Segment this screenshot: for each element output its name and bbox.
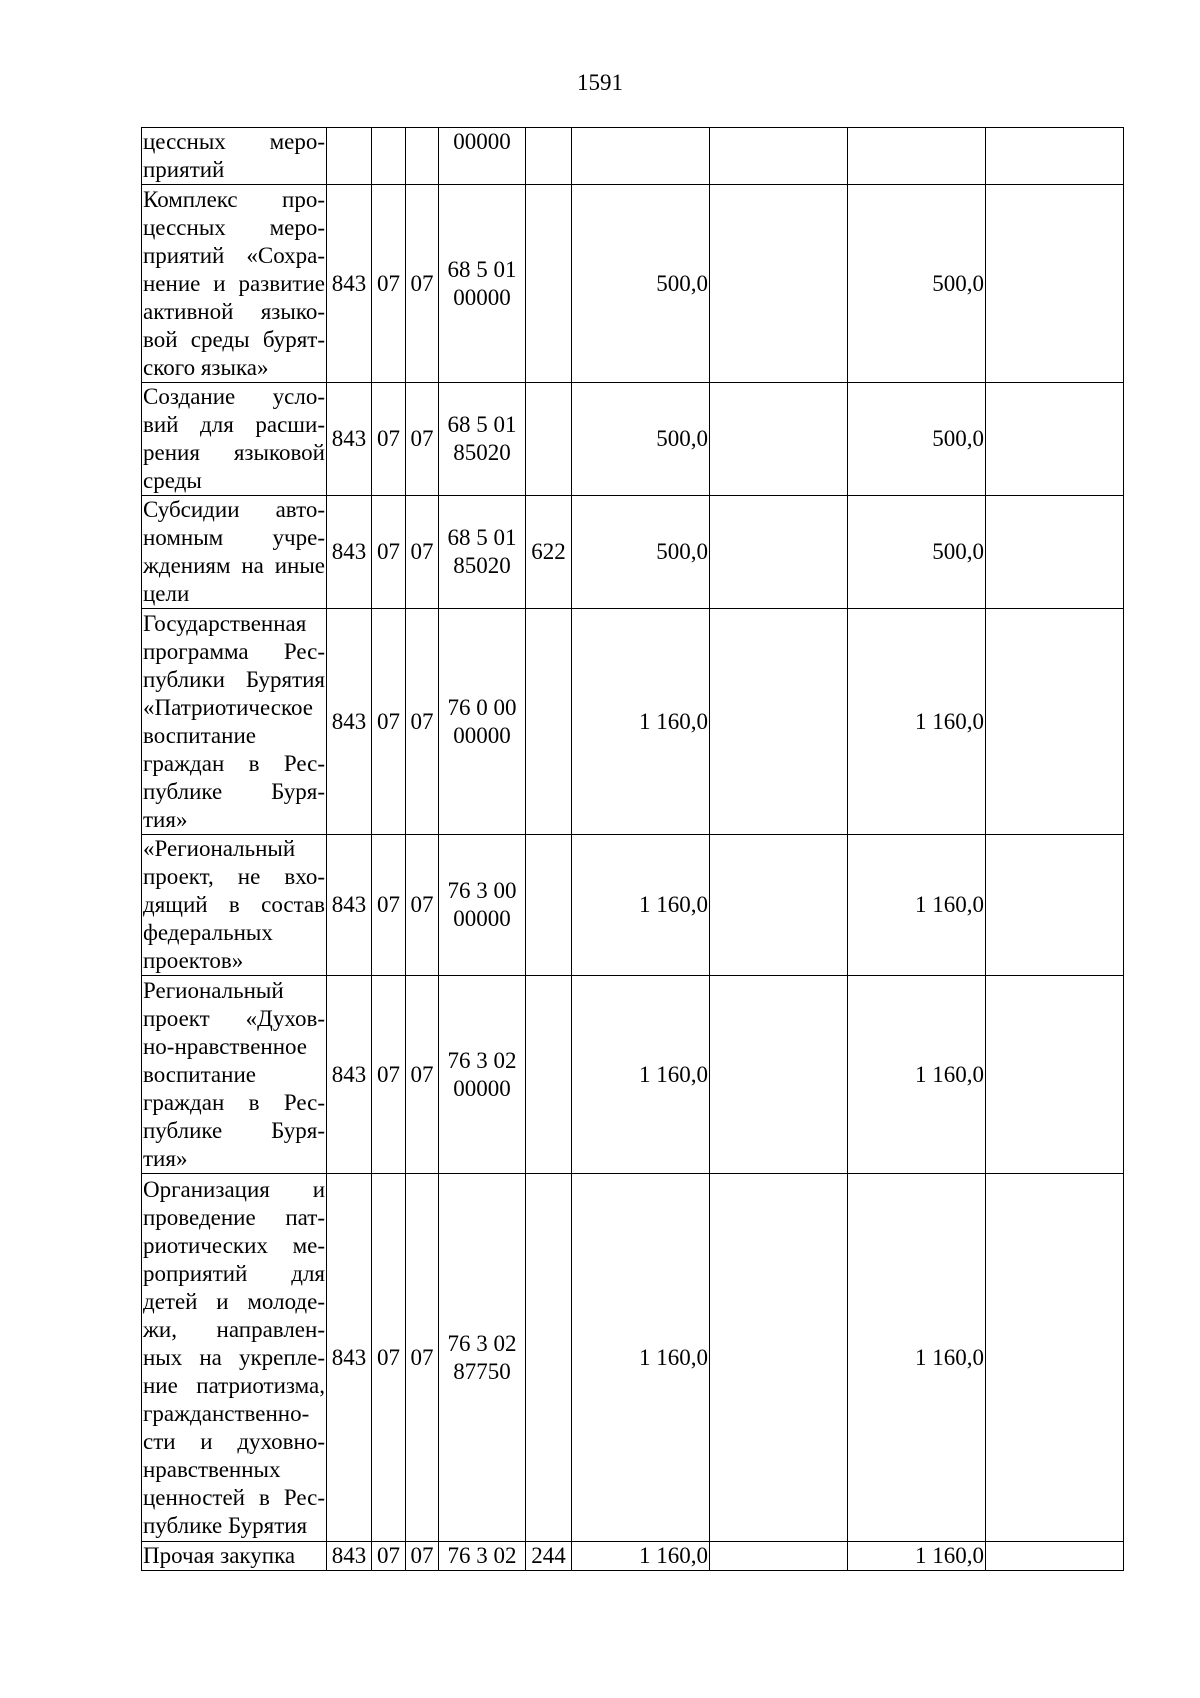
expense-type-code: 244 [526, 1542, 572, 1571]
amount-1: 1 160,0 [572, 976, 710, 1174]
ved-code [327, 128, 372, 185]
table-row [142, 383, 1124, 496]
section-code [372, 128, 406, 185]
row-name: цессных меро-приятий [142, 128, 327, 185]
ved-code: 843 [327, 1174, 372, 1542]
section-code: 07 [372, 1174, 406, 1542]
target-article-code: 76 0 00 00000 [439, 609, 526, 835]
expense-type-code [526, 185, 572, 383]
table-row [142, 1542, 1124, 1571]
amount-3: 1 160,0 [848, 1542, 986, 1571]
target-article-code: 76 3 02 87750 [439, 1174, 526, 1542]
section-code: 07 [372, 185, 406, 383]
amount-4 [986, 976, 1124, 1174]
amount-4 [986, 185, 1124, 383]
subsection-code: 07 [406, 383, 439, 496]
table-row [142, 976, 1124, 1174]
section-code: 07 [372, 496, 406, 609]
amount-4 [986, 1174, 1124, 1542]
amount-1: 500,0 [572, 496, 710, 609]
amount-3 [848, 128, 986, 185]
amount-1: 1 160,0 [572, 835, 710, 976]
row-name: Комплекс про-цессных меро-приятий «Сохра-нение и развитие активной языко-вой среды бурят-ского языка» [142, 185, 327, 383]
amount-1: 1 160,0 [572, 609, 710, 835]
row-name: Региональный проект «Духов-но-нравственное воспитание граждан в Рес-публике Буря-тия» [142, 976, 327, 1174]
amount-2 [710, 128, 848, 185]
target-article-code: 68 5 01 00000 [439, 185, 526, 383]
table-row [142, 1174, 1124, 1542]
row-name: Организация и проведение пат-риотических ме-роприятий для детей и молоде-жи, направлен-ных на укрепле-ние патриотизма, гражданственно-сти и духовно-нравственных ценностей в Рес-публике Бурятия [142, 1174, 327, 1542]
ved-code: 843 [327, 496, 372, 609]
subsection-code: 07 [406, 1542, 439, 1571]
row-name: Государственная программа Рес-публики Бурятия «Патриотическое воспитание граждан в Рес-публике Буря-тия» [142, 609, 327, 835]
target-article-code: 76 3 00 00000 [439, 835, 526, 976]
amount-2 [710, 383, 848, 496]
amount-2 [710, 1542, 848, 1571]
section-code: 07 [372, 383, 406, 496]
table-row [142, 128, 1124, 185]
section-code: 07 [372, 609, 406, 835]
row-name: Прочая закупка [142, 1542, 327, 1571]
expense-type-code [526, 128, 572, 185]
subsection-code: 07 [406, 185, 439, 383]
amount-1: 500,0 [572, 185, 710, 383]
row-name: Субсидии авто-номным учре-ждениям на иные цели [142, 496, 327, 609]
section-code: 07 [372, 1542, 406, 1571]
amount-1 [572, 128, 710, 185]
subsection-code: 07 [406, 1174, 439, 1542]
expense-type-code [526, 835, 572, 976]
amount-2 [710, 609, 848, 835]
amount-2 [710, 496, 848, 609]
ved-code: 843 [327, 835, 372, 976]
amount-3: 500,0 [848, 496, 986, 609]
amount-1: 1 160,0 [572, 1174, 710, 1542]
target-article-code: 68 5 01 85020 [439, 383, 526, 496]
subsection-code: 07 [406, 976, 439, 1174]
amount-4 [986, 128, 1124, 185]
ved-code: 843 [327, 383, 372, 496]
subsection-code: 07 [406, 496, 439, 609]
expense-type-code [526, 383, 572, 496]
amount-1: 500,0 [572, 383, 710, 496]
amount-3: 1 160,0 [848, 835, 986, 976]
amount-3: 1 160,0 [848, 1174, 986, 1542]
ved-code: 843 [327, 1542, 372, 1571]
section-code: 07 [372, 835, 406, 976]
table-row [142, 835, 1124, 976]
subsection-code [406, 128, 439, 185]
amount-2 [710, 835, 848, 976]
amount-3: 500,0 [848, 383, 986, 496]
row-name: «Региональный проект, не вхо-дящий в состав федеральных проектов» [142, 835, 327, 976]
section-code: 07 [372, 976, 406, 1174]
target-article-code: 76 3 02 00000 [439, 976, 526, 1174]
page-number: 1591 [577, 70, 623, 95]
ved-code: 843 [327, 609, 372, 835]
target-article-code: 76 3 02 [439, 1542, 526, 1571]
amount-3: 1 160,0 [848, 976, 986, 1174]
target-article-code: 68 5 01 85020 [439, 496, 526, 609]
expense-type-code: 622 [526, 496, 572, 609]
amount-3: 1 160,0 [848, 609, 986, 835]
target-article-code: 00000 [439, 128, 526, 185]
amount-2 [710, 976, 848, 1174]
amount-4 [986, 1542, 1124, 1571]
subsection-code: 07 [406, 835, 439, 976]
amount-4 [986, 383, 1124, 496]
amount-2 [710, 185, 848, 383]
amount-4 [986, 609, 1124, 835]
table-row [142, 185, 1124, 383]
table-row [142, 609, 1124, 835]
ved-code: 843 [327, 976, 372, 1174]
amount-2 [710, 1174, 848, 1542]
expense-type-code [526, 609, 572, 835]
amount-4 [986, 835, 1124, 976]
row-name: Создание усло-вий для расши-рения языковой среды [142, 383, 327, 496]
ved-code: 843 [327, 185, 372, 383]
amount-1: 1 160,0 [572, 1542, 710, 1571]
amount-3: 500,0 [848, 185, 986, 383]
table-row [142, 496, 1124, 609]
expense-type-code [526, 1174, 572, 1542]
budget-table [141, 127, 1124, 1571]
subsection-code: 07 [406, 609, 439, 835]
expense-type-code [526, 976, 572, 1174]
amount-4 [986, 496, 1124, 609]
